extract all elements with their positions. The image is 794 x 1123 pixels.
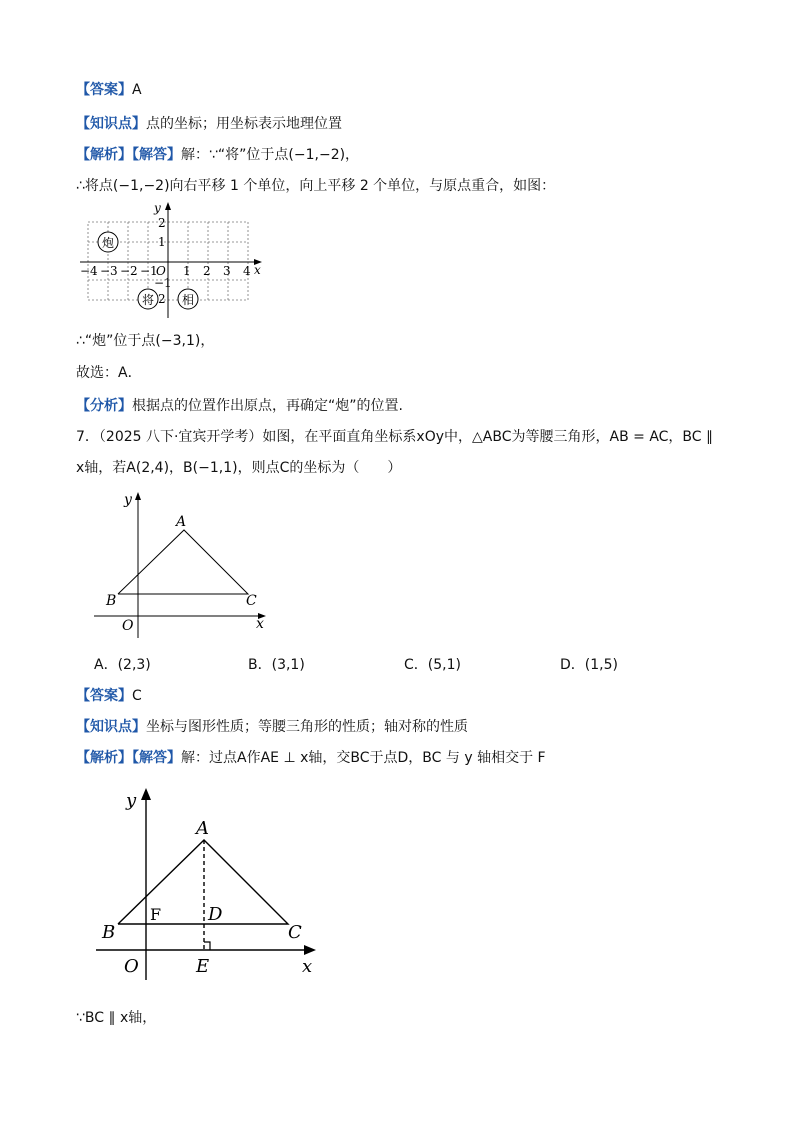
x-tick: −4 bbox=[80, 264, 98, 278]
analysis2-text: 根据点的位置作出原点，再确定“炮”的位置. bbox=[132, 398, 403, 414]
point-a-label: A bbox=[196, 818, 209, 839]
point-c-label: C bbox=[246, 593, 257, 609]
q7-figure bbox=[90, 488, 280, 638]
triangle-abc bbox=[118, 840, 288, 924]
analysis-tag: 【解析】【解答】 bbox=[76, 750, 181, 766]
point-b-label: B bbox=[106, 593, 117, 609]
piece-xiang-label: 相 bbox=[181, 293, 195, 307]
analysis2-tag: 【分析】 bbox=[76, 398, 132, 414]
x-tick: 3 bbox=[223, 264, 231, 278]
answer-value: C bbox=[132, 688, 142, 704]
point-d-label: D bbox=[208, 904, 223, 925]
x-tick: −2 bbox=[120, 264, 138, 278]
analysis-text: 解：∵“将”位于点(−1,−2)， bbox=[181, 147, 360, 163]
option-d: D．(1,5) bbox=[560, 657, 618, 673]
y-axis-arrow bbox=[141, 788, 151, 800]
y-label: y bbox=[126, 790, 137, 811]
y-tick: 1 bbox=[158, 235, 166, 249]
knowledge-text: 坐标与图形性质；等腰三角形的性质；轴对称的性质 bbox=[146, 719, 468, 735]
q7-stem-line2: x轴，若A(2,4)，B(−1,1)，则点C的坐标为（ ） bbox=[76, 460, 402, 476]
x-axis-label: x bbox=[254, 263, 261, 277]
point-b-label: B bbox=[102, 922, 116, 943]
q7-solution-figure bbox=[96, 784, 336, 984]
x-tick: 1 bbox=[183, 264, 191, 278]
y-axis-label: y bbox=[154, 201, 161, 215]
q6-analysis-line bbox=[76, 145, 359, 165]
q7-analysis-line bbox=[76, 748, 546, 768]
q6-knowledge-line bbox=[76, 114, 342, 134]
x-tick: 2 bbox=[203, 264, 211, 278]
analysis-tag: 【解析】【解答】 bbox=[76, 147, 181, 163]
q6-answer-line bbox=[76, 80, 142, 100]
point-a-label: A bbox=[176, 514, 187, 530]
x-label: x bbox=[302, 956, 313, 977]
q7-answer-line bbox=[76, 686, 142, 706]
option-c: C．(5,1) bbox=[404, 657, 461, 673]
answer-tag: 【答案】 bbox=[76, 82, 132, 98]
piece-pao-label: 炮 bbox=[101, 236, 115, 250]
origin-label: O bbox=[122, 618, 134, 634]
q6-choose: 故选：A． bbox=[76, 365, 142, 381]
analysis-text: 解：过点A作AE ⊥ x轴，交BC于点D，BC 与 y 轴相交于 F bbox=[181, 750, 546, 766]
point-f-label: F bbox=[150, 905, 162, 924]
piece-jiang-label: 将 bbox=[141, 293, 155, 307]
option-a: A．(2,3) bbox=[94, 657, 151, 673]
x-tick: −1 bbox=[140, 264, 158, 278]
knowledge-tag: 【知识点】 bbox=[76, 116, 146, 132]
option-b: B．(3,1) bbox=[248, 657, 305, 673]
y-axis-arrow bbox=[135, 492, 141, 500]
piece-xiang bbox=[178, 289, 198, 309]
origin-label: O bbox=[156, 264, 166, 278]
q7-stem-line1: 7．（2025 八下·宜宾开学考）如图，在平面直角坐标系xOy中，△ABC为等腰三角形，AB = AC，BC ∥ bbox=[76, 429, 714, 445]
y-label: y bbox=[124, 492, 132, 508]
piece-pao bbox=[98, 232, 118, 252]
q6-conclusion: ∴“炮”位于点(−3,1)， bbox=[76, 333, 215, 349]
q7-knowledge-line bbox=[76, 717, 468, 737]
knowledge-tag: 【知识点】 bbox=[76, 719, 146, 735]
q6-step1: ∴将点(−1,−2)向右平移 1 个单位，向上平移 2 个单位，与原点重合，如图： bbox=[76, 178, 556, 194]
piece-jiang bbox=[138, 289, 158, 309]
answer-tag: 【答案】 bbox=[76, 688, 132, 704]
q6-analysis2-line bbox=[76, 396, 403, 416]
answer-value: A bbox=[132, 82, 142, 98]
knowledge-text: 点的坐标；用坐标表示地理位置 bbox=[146, 116, 342, 132]
x-tick: −3 bbox=[100, 264, 118, 278]
point-c-label: C bbox=[288, 922, 302, 943]
right-angle-mark bbox=[204, 942, 210, 950]
x-axis-arrow bbox=[304, 945, 316, 955]
y-tick: 2 bbox=[158, 216, 166, 230]
x-label: x bbox=[256, 616, 264, 632]
origin-label: O bbox=[124, 956, 139, 977]
point-e-label: E bbox=[196, 956, 210, 977]
y-tick: 2 bbox=[158, 292, 166, 306]
y-axis-arrow bbox=[165, 202, 171, 210]
q7-last-line: ∵BC ∥ x轴， bbox=[76, 1010, 157, 1026]
x-tick: 4 bbox=[243, 264, 251, 278]
y-tick: −1 bbox=[154, 276, 172, 290]
chess-grid-figure bbox=[78, 200, 278, 320]
